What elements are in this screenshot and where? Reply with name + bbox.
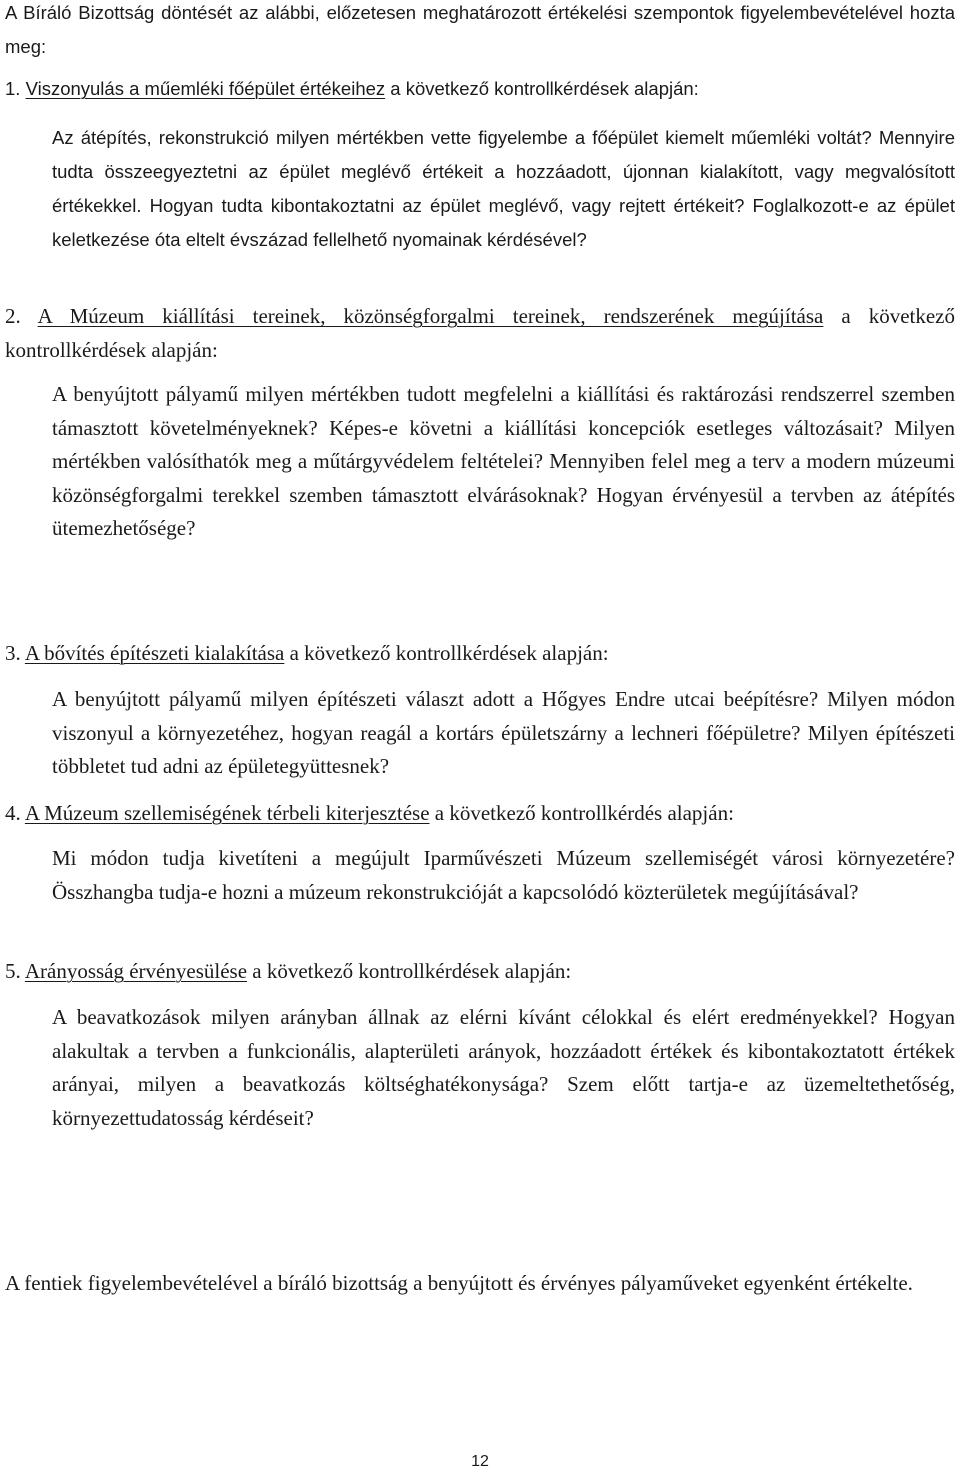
closing-paragraph: A fentiek figyelembevételével a bíráló bizottság a benyújtott és érvényes pályaműveket egyenként értékelte. <box>5 1271 913 1295</box>
section-2-heading-rest: a következő kontrollkérdések alapján: <box>5 304 955 362</box>
section-3-heading: A bővítés építészeti kialakítása <box>24 641 285 665</box>
section-4-heading: A Múzeum szellemiségének térbeli kiterjesztése <box>24 801 430 825</box>
section-5-body: A beavatkozások milyen arányban állnak az elérni kívánt célokkal és elért eredményekkel? Hogyan alakultak a tervben a funkcionális, alapterületi arányok, hozzáadott értékek és kibontakoztatott értékek arányai, milyen a beavatkozás költséghatékonysága? Szem előtt tartja-e az üzemeltethetőség, környezettudatosság kérdéseit? <box>52 1005 955 1130</box>
section-2-heading: A Múzeum kiállítási tereinek, közönségforgalmi tereinek, rendszerének megújítása <box>37 304 824 328</box>
section-4-number: 4. <box>5 801 21 825</box>
section-5-number: 5. <box>5 959 21 983</box>
section-1-heading-rest: a következő kontrollkérdések alapján: <box>385 78 699 99</box>
section-3-number: 3. <box>5 641 21 665</box>
intro-paragraph: A Bíráló Bizottság döntését az alábbi, előzetesen meghatározott értékelési szempontok figyelembevételével hozta meg: <box>5 2 955 57</box>
section-2-number: 2. <box>5 304 21 328</box>
section-5-heading: Arányosság érvényesülése <box>24 959 248 983</box>
section-1-number: 1. <box>5 78 21 99</box>
section-5-heading-line <box>5 955 955 989</box>
section-4-heading-rest: a következő kontrollkérdés alapján: <box>429 801 734 825</box>
section-2-heading-line <box>5 300 955 367</box>
page-number: 12 <box>471 1453 489 1470</box>
section-1-heading: Viszonyulás a műemléki főépület értékeihez <box>25 78 386 99</box>
section-4-body: Mi módon tudja kivetíteni a megújult Iparművészeti Múzeum szellemiségét városi környezetére? Összhangba tudja-e hozni a múzeum rekonstrukcióját a kapcsolódó közterületek megújításával? <box>52 846 955 904</box>
section-3-heading-rest: a következő kontrollkérdések alapján: <box>284 641 609 665</box>
section-2-body: A benyújtott pályamű milyen mértékben tudott megfelelni a kiállítási és raktározási rendszerrel szemben támasztott követelményeknek? Képes-e követni a kiállítási koncepciók esetleges változásait? Milyen mértékben valósíthatók meg a műtárgyvédelem feltételei? Mennyiben felel meg a terv a modern múzeumi közönségforgalmi terekkel szemben támasztott elvárásoknak? Hogyan érvényesül a tervben az átépítés ütemezhetősége? <box>52 382 955 540</box>
section-4-heading-line <box>5 797 955 831</box>
section-5-heading-rest: a következő kontrollkérdések alapján: <box>247 959 572 983</box>
section-3-heading-line <box>5 637 955 671</box>
section-1-heading-line <box>5 72 955 106</box>
section-1-body: Az átépítés, rekonstrukció milyen mértékben vette figyelembe a főépület kiemelt műemléki voltát? Mennyire tudta összeegyeztetni az épület meglévő értékeit a hozzáadott, újonnan kialakított, vagy megvalósított értékekkel. Hogyan tudta kibontakoztatni az épület meglévő, vagy rejtett értékeit? Foglalkozott-e az épület keletkezése óta eltelt évszázad fellelhető nyomainak kérdésével? <box>52 127 955 250</box>
section-3-body: A benyújtott pályamű milyen építészeti választ adott a Hőgyes Endre utcai beépítésre? Milyen módon viszonyul a környezetéhez, hogyan reagál a kortárs épületszárny a lechneri főépületre? Milyen építészeti többletet tud adni az épületegyüttesnek? <box>52 687 955 778</box>
